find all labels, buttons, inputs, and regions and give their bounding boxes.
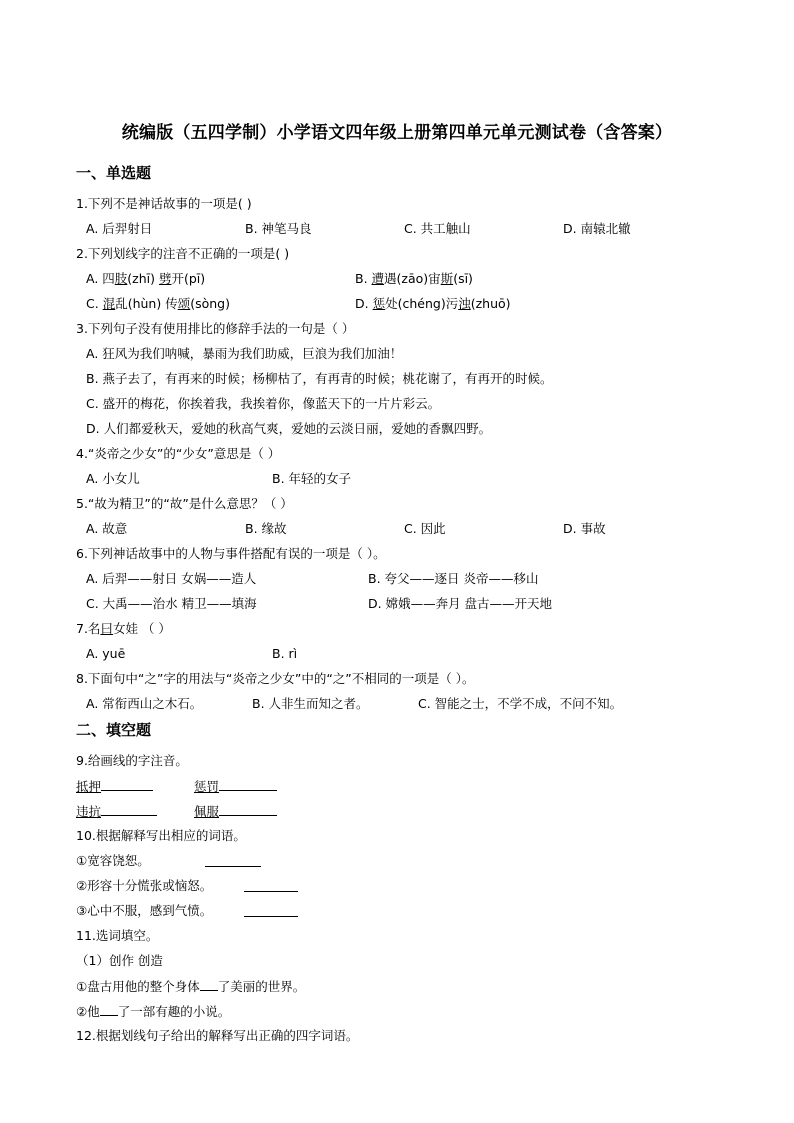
question-9-word-4: 佩服 xyxy=(194,803,277,820)
question-5-option-b: B. 缘故 xyxy=(245,521,287,536)
section-heading-fill-blank: 二、填空题 xyxy=(76,721,152,739)
question-11-item-2: ②他 了一部有趣的小说。 xyxy=(76,1004,231,1019)
page-title: 统编版（五四学制）小学语文四年级上册第四单元单元测试卷（含答案） xyxy=(121,123,673,143)
question-2-option-a: A. 四肢(zhī) 劈开(pī) xyxy=(86,271,206,286)
question-3-option-d: D. 人们都爱秋天，爱她的秋高气爽，爱她的云淡日丽，爱她的香飘四野。 xyxy=(86,421,492,436)
question-9-stem: 9.给画线的字注音。 xyxy=(76,753,188,768)
question-3-option-b: B. 燕子去了，有再来的时候；杨柳枯了，有再青的时候；桃花谢了，有再开的时候。 xyxy=(86,371,553,386)
question-3-stem: 3.下列句子没有使用排比的修辞手法的一句是（ ） xyxy=(76,321,355,336)
question-1-option-d: D. 南辕北辙 xyxy=(563,221,631,236)
question-7-option-b: B. rì xyxy=(272,646,298,661)
question-8-stem: 8.下面句中“之”字的用法与“炎帝之少女”中的“之”不相同的一项是（ ）。 xyxy=(76,671,475,686)
question-4-option-b: B. 年轻的女子 xyxy=(272,471,352,486)
question-1-option-b: B. 神笔马良 xyxy=(245,221,312,236)
question-10-item-3: ③心中不服，感到气愤。 xyxy=(76,903,213,918)
question-12-stem: 12.根据划线句子给出的解释写出正确的四字词语。 xyxy=(76,1028,359,1043)
section-heading-single-choice: 一、单选题 xyxy=(76,164,152,182)
answer-blank[interactable] xyxy=(205,854,261,867)
answer-blank[interactable] xyxy=(101,778,153,791)
question-9-word-2: 惩罚 xyxy=(194,778,277,795)
question-6-option-b: B. 夸父——逐日 炎帝——移山 xyxy=(368,571,539,586)
question-10-item-2: ②形容十分慌张或恼怒。 xyxy=(76,878,213,893)
question-8-option-c: C. 智能之士，不学不成，不问不知。 xyxy=(418,696,623,711)
question-2-stem: 2.下列划线字的注音不正确的一项是( ) xyxy=(76,246,290,261)
question-4-option-a: A. 小女儿 xyxy=(86,471,140,486)
question-6-option-a: A. 后羿——射日 女娲——造人 xyxy=(86,571,257,586)
answer-blank[interactable] xyxy=(244,879,298,892)
question-10-item-1: ①宽容饶恕。 xyxy=(76,853,150,868)
question-3-option-c: C. 盛开的梅花，你挨着我，我挨着你，像蓝天下的一片片彩云。 xyxy=(86,396,441,411)
question-5-stem: 5.“故为精卫”的“故”是什么意思？（ ） xyxy=(76,496,293,511)
question-11-stem: 11.选词填空。 xyxy=(76,928,159,943)
question-8-option-b: B. 人非生而知之者。 xyxy=(252,696,369,711)
question-6-option-d: D. 嫦娥——奔月 盘古——开天地 xyxy=(368,596,553,611)
answer-blank[interactable] xyxy=(100,1003,118,1016)
question-5-option-c: C. 因此 xyxy=(404,521,446,536)
question-5-option-a: A. 故意 xyxy=(86,521,128,536)
answer-blank[interactable] xyxy=(219,778,277,791)
question-2-option-b: B. 遭遇(zāo)宙斯(sī) xyxy=(355,271,473,286)
question-11-item-1: ①盘古用他的整个身体 了美丽的世界。 xyxy=(76,979,306,994)
question-6-option-c: C. 大禹——治水 精卫——填海 xyxy=(86,596,257,611)
question-2-option-d: D. 惩处(chéng)污浊(zhuō) xyxy=(355,296,511,311)
question-1-option-a: A. 后羿射日 xyxy=(86,221,153,236)
question-11-word-choices: （1）创作 创造 xyxy=(76,953,163,968)
question-7-option-a: A. yuē xyxy=(86,646,126,661)
question-1-stem: 1.下列不是神话故事的一项是( ) xyxy=(76,196,252,211)
question-10-stem: 10.根据解释写出相应的词语。 xyxy=(76,828,246,843)
question-9-word-1: 抵押 xyxy=(76,778,153,795)
question-3-option-a: A. 狂风为我们呐喊，暴雨为我们助威，巨浪为我们加油！ xyxy=(86,346,403,361)
answer-blank[interactable] xyxy=(200,978,218,991)
question-1-option-c: C. 共工触山 xyxy=(404,221,471,236)
question-7-stem: 7.名曰女娃 （ ） xyxy=(76,621,171,636)
answer-blank[interactable] xyxy=(101,803,157,816)
question-6-stem: 6.下列神话故事中的人物与事件搭配有误的一项是（ ）。 xyxy=(76,546,386,561)
question-8-option-a: A. 常衔西山之木石。 xyxy=(86,696,203,711)
answer-blank[interactable] xyxy=(219,803,277,816)
question-5-option-d: D. 事故 xyxy=(563,521,606,536)
answer-blank[interactable] xyxy=(244,904,298,917)
question-9-word-3: 违抗 xyxy=(76,803,157,820)
question-2-option-c: C. 混乱(hùn) 传颂(sòng) xyxy=(86,296,230,311)
question-4-stem: 4.“炎帝之少女”的“少女”意思是（ ） xyxy=(76,446,281,461)
